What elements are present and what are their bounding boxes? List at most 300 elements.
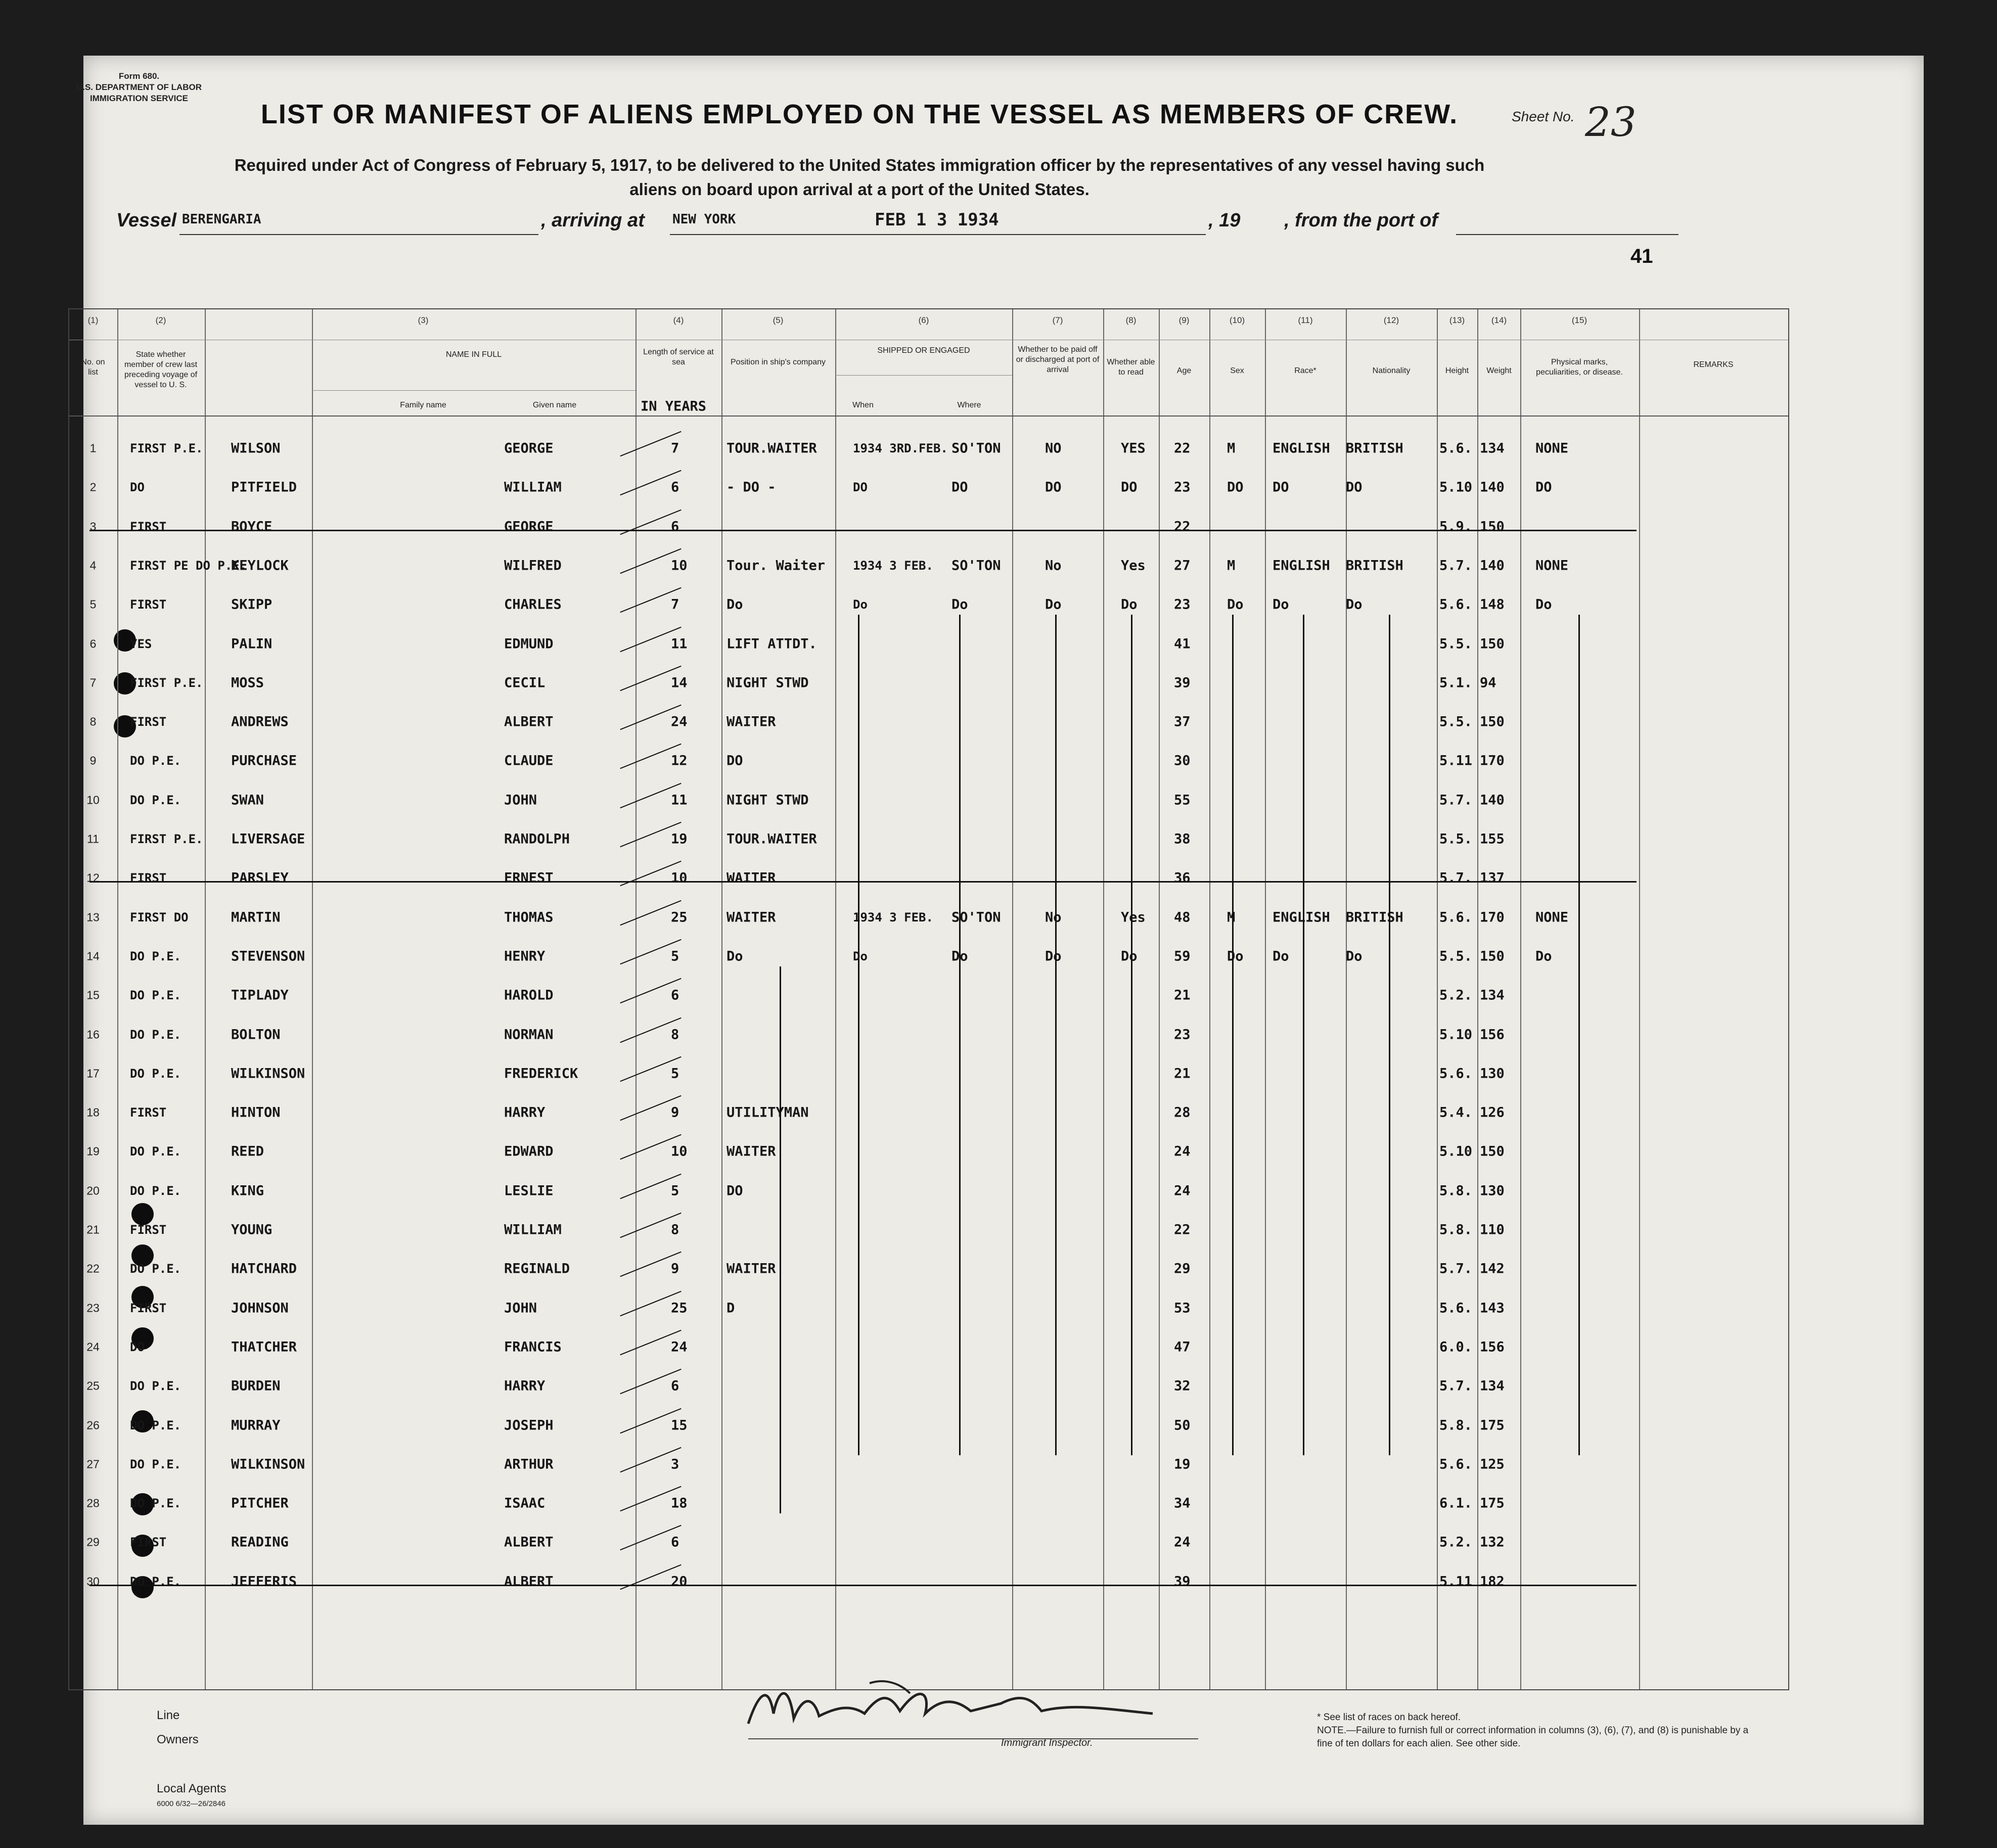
age-cell: 32 bbox=[1174, 1378, 1191, 1394]
family-name-cell: MURRAY bbox=[231, 1417, 281, 1433]
header-weight: Weight bbox=[1486, 366, 1512, 375]
given-name-cell: THOMAS bbox=[504, 909, 554, 926]
given-name-cell: WILLIAM bbox=[504, 1222, 562, 1238]
ditto-line bbox=[1055, 615, 1057, 1455]
owners-label: Owners bbox=[157, 1733, 199, 1746]
given-name-cell: REGINALD bbox=[504, 1261, 570, 1277]
years-cell: 5 bbox=[671, 1066, 679, 1082]
position-cell: Do bbox=[727, 596, 743, 613]
height-cell: 5.5. bbox=[1439, 636, 1473, 652]
given-name-cell: JOHN bbox=[504, 1300, 537, 1316]
ditto-line bbox=[1131, 615, 1132, 1455]
height-cell: 6.1. bbox=[1439, 1495, 1473, 1511]
header-where: Where bbox=[957, 401, 981, 409]
given-name-cell: WILLIAM bbox=[504, 479, 562, 495]
where-cell: SO'TON bbox=[951, 909, 1001, 926]
nationality-cell: Do bbox=[1346, 948, 1363, 964]
row-number: 20 bbox=[86, 1184, 100, 1197]
paid-off-cell: No bbox=[1045, 558, 1062, 574]
physical-cell: Do bbox=[1535, 948, 1552, 964]
age-cell: 59 bbox=[1174, 948, 1191, 964]
given-name-cell: ALBERT bbox=[504, 1534, 554, 1550]
column-number: (2) bbox=[155, 315, 166, 325]
ditto-line bbox=[780, 966, 781, 1513]
family-name-cell: SWAN bbox=[231, 792, 264, 808]
height-cell: 5.7. bbox=[1439, 558, 1473, 574]
age-cell: 23 bbox=[1174, 1027, 1191, 1042]
position-cell: D bbox=[727, 1300, 735, 1316]
weight-cell: 140 bbox=[1480, 558, 1505, 574]
column-number: (3) bbox=[418, 315, 429, 325]
line-label: Line bbox=[157, 1708, 180, 1722]
vessel-line bbox=[116, 210, 1684, 235]
nationality-cell: DO bbox=[1346, 479, 1363, 495]
height-cell: 5.2. bbox=[1439, 1534, 1473, 1550]
given-name-cell: RANDOLPH bbox=[504, 831, 570, 847]
given-name-cell: JOHN bbox=[504, 792, 537, 808]
ditto-line bbox=[1389, 615, 1390, 1455]
age-cell: 34 bbox=[1174, 1495, 1191, 1511]
header-physical-marks: Physical marks, peculiarities, or disease. bbox=[1536, 358, 1623, 377]
years-cell: 15 bbox=[671, 1417, 688, 1433]
column-number: (4) bbox=[673, 315, 684, 325]
position-cell: TOUR.WAITER bbox=[727, 831, 817, 847]
ditto-line bbox=[1232, 615, 1234, 1455]
arriving-label: , arriving at bbox=[541, 210, 645, 231]
sheet-number: 23 bbox=[1585, 99, 1637, 146]
given-name-cell: CLAUDE bbox=[504, 753, 554, 769]
ditto-line bbox=[858, 615, 859, 1455]
physical-cell: NONE bbox=[1535, 440, 1569, 456]
height-cell: 5.10 bbox=[1439, 1027, 1473, 1042]
position-cell: NIGHT STWD bbox=[727, 792, 809, 808]
family-name-cell: PITCHER bbox=[231, 1495, 289, 1511]
age-cell: 48 bbox=[1174, 909, 1191, 926]
arrival-date: FEB 1 3 1934 bbox=[875, 210, 999, 230]
age-cell: 24 bbox=[1174, 1143, 1191, 1160]
column-divider bbox=[636, 309, 637, 1689]
family-name-cell: JOHNSON bbox=[231, 1300, 289, 1316]
state-cell: DO P.E. bbox=[130, 1183, 181, 1198]
age-cell: 27 bbox=[1174, 558, 1191, 574]
where-cell: Do bbox=[951, 948, 968, 964]
department: U.S. DEPARTMENT OF LABOR bbox=[76, 82, 202, 92]
position-cell: TOUR.WAITER bbox=[727, 440, 817, 456]
row-number: 8 bbox=[89, 715, 97, 728]
weight-cell: 134 bbox=[1480, 1378, 1505, 1394]
weight-cell: 155 bbox=[1480, 831, 1505, 847]
where-cell: Do bbox=[951, 596, 968, 613]
when-cell: 1934 3RD.FEB. bbox=[853, 441, 948, 455]
column-number: (9) bbox=[1178, 315, 1190, 325]
position-cell: NIGHT STWD bbox=[727, 675, 809, 691]
family-name-cell: HATCHARD bbox=[231, 1261, 297, 1277]
family-name-cell: KEYLOCK bbox=[231, 558, 289, 574]
weight-cell: 175 bbox=[1480, 1495, 1505, 1511]
position-cell: Do bbox=[727, 948, 743, 964]
years-cell: 20 bbox=[671, 1574, 688, 1590]
ditto-line bbox=[1303, 615, 1304, 1455]
where-cell: SO'TON bbox=[951, 558, 1001, 574]
able-read-cell: Do bbox=[1121, 948, 1138, 964]
weight-cell: 137 bbox=[1480, 870, 1505, 886]
page-number: 41 bbox=[1630, 245, 1653, 267]
state-cell: DO P.E. bbox=[130, 754, 181, 768]
years-cell: 6 bbox=[671, 1534, 679, 1550]
height-cell: 5.8. bbox=[1439, 1222, 1473, 1238]
row-number: 29 bbox=[86, 1535, 100, 1549]
state-cell: FIRST bbox=[130, 1223, 167, 1237]
column-divider bbox=[1209, 309, 1210, 1689]
when-cell: 1934 3 FEB. bbox=[853, 910, 933, 925]
age-cell: 19 bbox=[1174, 1456, 1191, 1472]
position-cell: DO bbox=[727, 1183, 743, 1199]
years-cell: 19 bbox=[671, 831, 688, 847]
header-height: Height bbox=[1445, 366, 1469, 375]
state-cell: FIRST bbox=[130, 519, 167, 534]
header-divider bbox=[69, 415, 1788, 417]
given-name-cell: WILFRED bbox=[504, 558, 562, 574]
height-cell: 5.8. bbox=[1439, 1417, 1473, 1433]
given-name-cell: EDMUND bbox=[504, 636, 554, 652]
column-number: (8) bbox=[1125, 315, 1137, 325]
row-number: 16 bbox=[86, 1028, 100, 1041]
height-cell: 5.2. bbox=[1439, 987, 1473, 1003]
vessel-label: Vessel bbox=[116, 210, 177, 231]
state-cell: DO bbox=[130, 1339, 145, 1354]
state-cell: DO bbox=[130, 480, 145, 495]
race-cell: DO bbox=[1273, 479, 1289, 495]
row-number: 25 bbox=[86, 1379, 100, 1393]
header-age: Age bbox=[1176, 366, 1192, 375]
row-number: 6 bbox=[89, 637, 97, 650]
from-port-underline bbox=[1456, 234, 1678, 235]
age-cell: 24 bbox=[1174, 1183, 1191, 1199]
weight-cell: 150 bbox=[1480, 519, 1505, 535]
column-divider bbox=[1477, 309, 1478, 1689]
local-agents-label: Local Agents bbox=[157, 1782, 226, 1795]
family-name-cell: WILSON bbox=[231, 440, 281, 456]
given-name-cell: HARRY bbox=[504, 1378, 546, 1394]
position-cell: Tour. Waiter bbox=[727, 558, 826, 574]
height-cell: 5.10 bbox=[1439, 1143, 1473, 1160]
header-family-name: Family name bbox=[400, 401, 446, 409]
physical-cell: Do bbox=[1535, 596, 1552, 613]
height-cell: 5.6. bbox=[1439, 1066, 1473, 1082]
able-read-cell: DO bbox=[1121, 479, 1138, 495]
age-cell: 22 bbox=[1174, 440, 1191, 456]
height-cell: 5.6. bbox=[1439, 1300, 1473, 1316]
column-number: (5) bbox=[773, 315, 784, 325]
footnote bbox=[1317, 1711, 1762, 1750]
row-number: 4 bbox=[89, 559, 97, 572]
age-cell: 55 bbox=[1174, 792, 1191, 808]
state-cell: DO P.E. bbox=[130, 988, 181, 1003]
row-number: 22 bbox=[86, 1262, 100, 1275]
row-number: 13 bbox=[86, 910, 100, 924]
height-cell: 5.5. bbox=[1439, 948, 1473, 964]
position-cell: WAITER bbox=[727, 714, 776, 730]
family-name-cell: LIVERSAGE bbox=[231, 831, 305, 847]
age-cell: 39 bbox=[1174, 1574, 1191, 1590]
family-name-cell: PALIN bbox=[231, 636, 273, 652]
state-cell: DO P.E. bbox=[130, 1027, 181, 1042]
weight-cell: 156 bbox=[1480, 1027, 1505, 1042]
strikethrough-line bbox=[89, 881, 1637, 883]
state-cell: DO P.E. bbox=[130, 1379, 181, 1394]
age-cell: 37 bbox=[1174, 714, 1191, 730]
years-cell: 5 bbox=[671, 1183, 679, 1199]
ditto-line bbox=[1578, 615, 1580, 1455]
state-cell: DO P.E. bbox=[130, 1457, 181, 1471]
years-cell: 6 bbox=[671, 987, 679, 1003]
page-title: LIST OR MANIFEST OF ALIENS EMPLOYED ON THE VESSEL AS MEMBERS OF CREW. bbox=[260, 99, 1459, 129]
family-name-cell: BOYCE bbox=[231, 519, 273, 535]
column-number: (12) bbox=[1383, 315, 1399, 325]
column-divider bbox=[1437, 309, 1438, 1689]
position-cell: WAITER bbox=[727, 870, 776, 886]
given-name-cell: ISAAC bbox=[504, 1495, 546, 1511]
column-divider bbox=[1520, 309, 1521, 1689]
weight-cell: 170 bbox=[1480, 909, 1505, 926]
column-divider bbox=[312, 309, 313, 1689]
age-cell: 41 bbox=[1174, 636, 1191, 652]
years-cell: 10 bbox=[671, 870, 688, 886]
given-name-cell: CHARLES bbox=[504, 596, 562, 613]
header-name-in-full: NAME IN FULL bbox=[445, 350, 502, 359]
column-divider bbox=[205, 309, 206, 1689]
service: IMMIGRATION SERVICE bbox=[90, 94, 188, 103]
state-cell: FIRST P.E. bbox=[130, 441, 203, 455]
header-able-read: Whether able to read bbox=[1107, 358, 1155, 377]
penalty-note: NOTE.—Failure to furnish full or correct information in columns (3), (6), (7), and (8) is punishable by a fine of ten dollars for each alien. See other side. bbox=[1317, 1725, 1749, 1749]
strikethrough-line bbox=[89, 530, 1637, 531]
years-cell: 8 bbox=[671, 1222, 679, 1238]
age-cell: 36 bbox=[1174, 870, 1191, 886]
given-name-cell: ALBERT bbox=[504, 1574, 554, 1590]
years-cell: 6 bbox=[671, 519, 679, 535]
height-cell: 5.1. bbox=[1439, 675, 1473, 691]
years-cell: 10 bbox=[671, 1143, 688, 1160]
given-name-cell: GEORGE bbox=[504, 440, 554, 456]
physical-cell: NONE bbox=[1535, 909, 1569, 926]
row-number: 2 bbox=[89, 480, 97, 494]
family-name-cell: READING bbox=[231, 1534, 289, 1550]
sex-cell: Do bbox=[1227, 596, 1244, 613]
row-number: 27 bbox=[86, 1457, 100, 1471]
weight-cell: 140 bbox=[1480, 479, 1505, 495]
state-cell: FIRST bbox=[130, 871, 167, 886]
header-divider bbox=[312, 390, 636, 391]
family-name-cell: MOSS bbox=[231, 675, 264, 691]
when-cell: Do bbox=[853, 597, 868, 612]
given-name-cell: JOSEPH bbox=[504, 1417, 554, 1433]
able-read-cell: Do bbox=[1121, 596, 1138, 613]
weight-cell: 143 bbox=[1480, 1300, 1505, 1316]
weight-cell: 132 bbox=[1480, 1534, 1505, 1550]
column-number: (13) bbox=[1449, 315, 1465, 325]
height-cell: 5.7. bbox=[1439, 1378, 1473, 1394]
weight-cell: 130 bbox=[1480, 1066, 1505, 1082]
crew-manifest-table bbox=[68, 308, 1789, 1690]
years-cell: 7 bbox=[671, 440, 679, 456]
paid-off-cell: No bbox=[1045, 909, 1062, 926]
nationality-cell: BRITISH bbox=[1346, 909, 1403, 926]
age-cell: 28 bbox=[1174, 1104, 1191, 1121]
able-read-cell: YES bbox=[1121, 440, 1146, 456]
weight-cell: 150 bbox=[1480, 1143, 1505, 1160]
subtitle-line-2: aliens on board upon arrival at a port of the United States. bbox=[629, 180, 1090, 199]
from-port-label: , from the port of bbox=[1284, 210, 1438, 231]
race-cell: ENGLISH bbox=[1273, 558, 1330, 574]
arrival-port: NEW YORK bbox=[672, 212, 736, 227]
weight-cell: 140 bbox=[1480, 792, 1505, 808]
family-name-cell: REED bbox=[231, 1143, 264, 1160]
family-name-cell: BOLTON bbox=[231, 1027, 281, 1042]
height-cell: 5.7. bbox=[1439, 792, 1473, 808]
given-name-cell: ALBERT bbox=[504, 714, 554, 730]
position-cell: - DO - bbox=[727, 479, 776, 495]
weight-cell: 182 bbox=[1480, 1574, 1505, 1590]
sex-cell: Do bbox=[1227, 948, 1244, 964]
weight-cell: 134 bbox=[1480, 987, 1505, 1003]
state-cell: FIRST bbox=[130, 597, 167, 612]
age-cell: 24 bbox=[1174, 1534, 1191, 1550]
state-cell: DO P.E. bbox=[130, 1262, 181, 1276]
weight-cell: 148 bbox=[1480, 596, 1505, 613]
row-number: 21 bbox=[86, 1223, 100, 1236]
row-number: 1 bbox=[89, 441, 97, 455]
race-cell: ENGLISH bbox=[1273, 909, 1330, 926]
vessel-underline bbox=[179, 234, 538, 235]
row-number: 19 bbox=[86, 1144, 100, 1158]
family-name-cell: STEVENSON bbox=[231, 948, 305, 964]
family-name-cell: PURCHASE bbox=[231, 753, 297, 769]
paid-off-cell: Do bbox=[1045, 948, 1062, 964]
family-name-cell: JEFFERIS bbox=[231, 1574, 297, 1590]
years-cell: 25 bbox=[671, 1300, 688, 1316]
age-cell: 38 bbox=[1174, 831, 1191, 847]
position-cell: DO bbox=[727, 753, 743, 769]
state-cell: FIRST P.E. bbox=[130, 832, 203, 846]
given-name-cell: HAROLD bbox=[504, 987, 554, 1003]
state-cell: DO P.E. bbox=[130, 793, 181, 807]
column-number: (7) bbox=[1052, 315, 1063, 325]
state-cell: DO P.E. bbox=[130, 1574, 181, 1589]
age-cell: 21 bbox=[1174, 1066, 1191, 1082]
state-cell: FIRST bbox=[130, 1105, 167, 1120]
years-cell: 9 bbox=[671, 1261, 679, 1277]
age-cell: 22 bbox=[1174, 519, 1191, 535]
column-divider bbox=[835, 309, 836, 1689]
state-cell: FIRST bbox=[130, 1535, 167, 1550]
weight-cell: 142 bbox=[1480, 1261, 1505, 1277]
row-number: 18 bbox=[86, 1105, 100, 1119]
years-cell: 12 bbox=[671, 753, 688, 769]
age-cell: 30 bbox=[1174, 753, 1191, 769]
state-cell: DO P.E. bbox=[130, 1496, 181, 1511]
weight-cell: 110 bbox=[1480, 1222, 1505, 1238]
age-cell: 39 bbox=[1174, 675, 1191, 691]
weight-cell: 125 bbox=[1480, 1456, 1505, 1472]
ditto-line bbox=[959, 615, 961, 1455]
position-cell: LIFT ATTDT. bbox=[727, 636, 817, 652]
years-cell: 11 bbox=[671, 792, 688, 808]
given-name-cell: ARTHUR bbox=[504, 1456, 554, 1472]
row-number: 11 bbox=[87, 832, 99, 846]
row-number: 12 bbox=[86, 871, 100, 885]
row-number: 28 bbox=[86, 1496, 100, 1510]
height-cell: 5.11 bbox=[1439, 1574, 1473, 1590]
where-cell: SO'TON bbox=[951, 440, 1001, 456]
age-cell: 23 bbox=[1174, 596, 1191, 613]
weight-cell: 134 bbox=[1480, 440, 1505, 456]
weight-cell: 156 bbox=[1480, 1339, 1505, 1355]
header-race: Race* bbox=[1294, 366, 1317, 375]
family-name-cell: HINTON bbox=[231, 1104, 281, 1121]
family-name-cell: PARSLEY bbox=[231, 870, 289, 886]
years-cell: 5 bbox=[671, 948, 679, 964]
row-number: 17 bbox=[86, 1067, 100, 1080]
weight-cell: 94 bbox=[1480, 675, 1496, 691]
height-cell: 5.7. bbox=[1439, 1261, 1473, 1277]
age-cell: 47 bbox=[1174, 1339, 1191, 1355]
years-cell: 8 bbox=[671, 1027, 679, 1042]
position-cell: WAITER bbox=[727, 1143, 776, 1160]
row-number: 10 bbox=[86, 793, 100, 807]
column-divider bbox=[1103, 309, 1104, 1689]
height-cell: 5.8. bbox=[1439, 1183, 1473, 1199]
state-cell: DO P.E. bbox=[130, 1066, 181, 1081]
position-cell: WAITER bbox=[727, 909, 776, 926]
weight-cell: 130 bbox=[1480, 1183, 1505, 1199]
height-cell: 5.6. bbox=[1439, 440, 1473, 456]
years-cell: 10 bbox=[671, 558, 688, 574]
height-cell: 5.5. bbox=[1439, 714, 1473, 730]
inspector-label: Immigrant Inspector. bbox=[1001, 1737, 1093, 1748]
height-cell: 5.11 bbox=[1439, 753, 1473, 769]
years-cell: 3 bbox=[671, 1456, 679, 1472]
height-cell: 6.0. bbox=[1439, 1339, 1473, 1355]
years-cell: 24 bbox=[671, 714, 688, 730]
paid-off-cell: Do bbox=[1045, 596, 1062, 613]
weight-cell: 150 bbox=[1480, 714, 1505, 730]
column-number: (6) bbox=[918, 315, 929, 325]
years-cell: 6 bbox=[671, 1378, 679, 1394]
state-cell: FIRST PE DO P.E. bbox=[130, 558, 247, 573]
row-number: 5 bbox=[89, 597, 97, 611]
sex-cell: DO bbox=[1227, 479, 1244, 495]
race-cell: ENGLISH bbox=[1273, 440, 1330, 456]
family-name-cell: BURDEN bbox=[231, 1378, 281, 1394]
weight-cell: 170 bbox=[1480, 753, 1505, 769]
row-number: 24 bbox=[86, 1340, 100, 1354]
given-name-cell: ERNEST bbox=[504, 870, 554, 886]
weight-cell: 150 bbox=[1480, 948, 1505, 964]
given-name-cell: HENRY bbox=[504, 948, 546, 964]
family-name-cell: ANDREWS bbox=[231, 714, 289, 730]
state-cell: DO P.E. bbox=[130, 949, 181, 963]
years-cell: 18 bbox=[671, 1495, 688, 1511]
position-cell: WAITER bbox=[727, 1261, 776, 1277]
given-name-cell: HARRY bbox=[504, 1104, 546, 1121]
family-name-cell: WILKINSON bbox=[231, 1066, 305, 1082]
row-number: 7 bbox=[89, 676, 97, 689]
column-number: (10) bbox=[1229, 315, 1245, 325]
weight-cell: 175 bbox=[1480, 1417, 1505, 1433]
age-cell: 21 bbox=[1174, 987, 1191, 1003]
header-no-on-list: No. on list bbox=[81, 358, 105, 377]
